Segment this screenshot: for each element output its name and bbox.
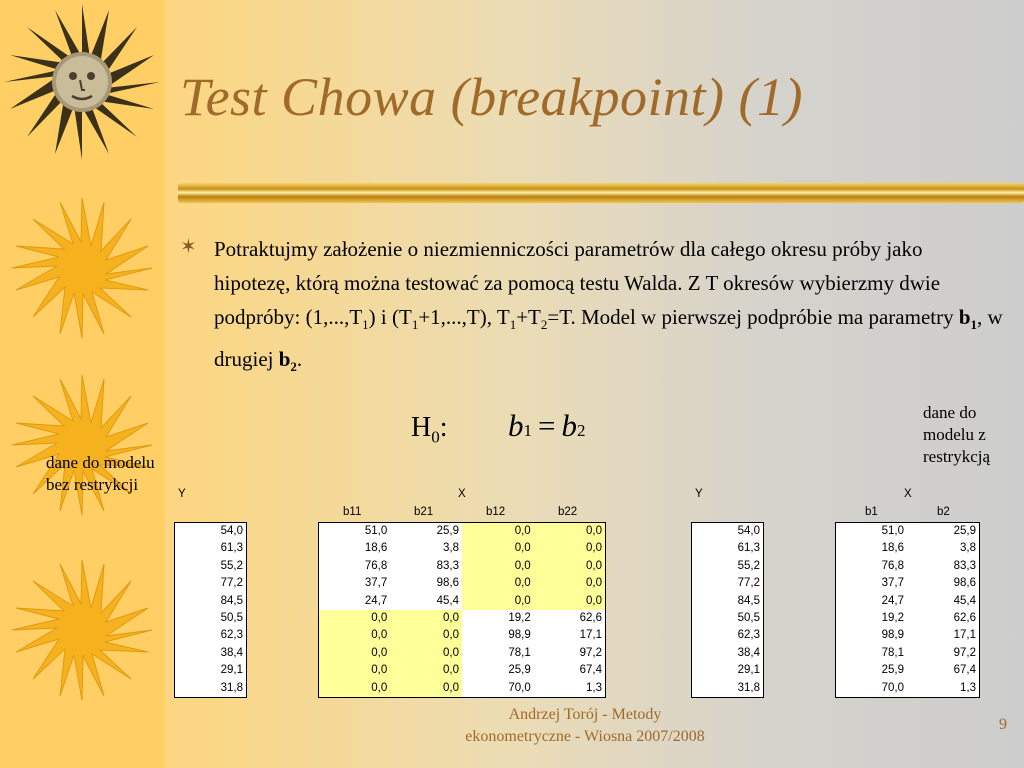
table-cell: 45,4 xyxy=(953,594,976,607)
table-row xyxy=(175,540,247,557)
table-cell: 62,3 xyxy=(220,629,243,642)
hypothesis-equation: b1 = b2 xyxy=(508,408,586,443)
table-row xyxy=(175,645,247,662)
table-cell: 0,0 xyxy=(462,592,534,609)
table-cell: 0,0 xyxy=(462,540,534,557)
table-cell: 54,0 xyxy=(737,525,760,537)
table-cell: 50,5 xyxy=(737,611,760,624)
unrestricted-y-header: Y xyxy=(178,488,186,500)
unrestricted-x-table xyxy=(318,522,606,698)
table-cell: 84,5 xyxy=(220,594,243,607)
table-cell: 1,3 xyxy=(960,681,976,694)
table-cell: 25,9 xyxy=(436,525,459,537)
table-cell: 18,6 xyxy=(364,542,388,555)
column-header-b1: b1 xyxy=(865,506,878,518)
table-row xyxy=(175,627,247,644)
note-unrestricted-model: dane do modelu bez restrykcji xyxy=(46,453,155,494)
table-cell: 67,4 xyxy=(953,664,976,677)
table-cell: 77,2 xyxy=(737,577,760,590)
table-cell: 31,8 xyxy=(220,681,243,694)
table-cell: 0,0 xyxy=(534,592,606,609)
table-row xyxy=(319,645,606,662)
bullet-star-icon: ✶ xyxy=(180,236,197,258)
table-cell: 76,8 xyxy=(364,559,388,572)
sun-icon xyxy=(12,560,152,700)
table-cell: 77,2 xyxy=(220,577,243,590)
table-row xyxy=(692,523,764,541)
table-cell: 25,9 xyxy=(881,664,904,677)
table-row xyxy=(692,610,764,627)
table-row xyxy=(836,540,980,557)
footer-line-2: ekonometryczne - Wiosna 2007/2008 xyxy=(465,728,705,745)
table-cell: 0,0 xyxy=(390,645,462,662)
sun-face-icon xyxy=(4,4,160,160)
table-cell: 70,0 xyxy=(508,681,531,694)
table-cell: 84,5 xyxy=(737,594,760,607)
note-restricted-model: dane do modelu z restrykcją xyxy=(923,403,991,466)
table-row xyxy=(836,575,980,592)
table-row xyxy=(692,540,764,557)
table-row xyxy=(319,662,606,679)
table-cell: 29,1 xyxy=(737,664,760,677)
table-cell: 0,0 xyxy=(390,610,462,627)
table-row xyxy=(692,575,764,592)
table-row xyxy=(836,592,980,609)
column-header-b2: b2 xyxy=(937,506,950,518)
table-cell: 0,0 xyxy=(534,575,606,592)
table-row xyxy=(836,557,980,574)
table-cell: 25,9 xyxy=(508,664,531,677)
table-cell: 55,2 xyxy=(737,559,760,572)
table-row xyxy=(692,557,764,574)
column-header-b21: b21 xyxy=(414,506,434,518)
table-row xyxy=(692,592,764,609)
table-cell: 18,6 xyxy=(881,542,904,555)
table-cell: 37,7 xyxy=(364,577,388,590)
title-underline-bar xyxy=(178,183,1024,203)
table-row xyxy=(175,610,247,627)
table-cell: 62,6 xyxy=(579,611,602,624)
table-cell: 98,9 xyxy=(881,629,904,642)
table-cell: 1,3 xyxy=(586,681,602,694)
sun-icon xyxy=(12,198,152,338)
table-row xyxy=(836,645,980,662)
footer-line-1: Andrzej Torój - Metody xyxy=(508,706,662,723)
table-row xyxy=(836,523,980,541)
table-row xyxy=(319,592,606,609)
table-cell: 19,2 xyxy=(881,611,904,624)
table-cell: 24,7 xyxy=(881,594,904,607)
table-cell: 0,0 xyxy=(462,557,534,574)
table-cell: 78,1 xyxy=(508,646,531,659)
table-row xyxy=(692,662,764,679)
table-cell: 17,1 xyxy=(579,629,602,642)
table-cell: 0,0 xyxy=(319,610,391,627)
table-cell: 24,7 xyxy=(364,594,388,607)
table-row xyxy=(175,680,247,698)
table-row xyxy=(175,523,247,541)
table-row xyxy=(175,592,247,609)
table-cell: 29,1 xyxy=(220,664,243,677)
table-cell: 0,0 xyxy=(390,627,462,644)
column-header-b11: b11 xyxy=(343,506,362,518)
table-row xyxy=(319,540,606,557)
column-header-b22: b22 xyxy=(558,506,578,518)
table-row xyxy=(319,610,606,627)
table-cell: 37,7 xyxy=(881,577,904,590)
table-cell: 3,8 xyxy=(442,542,459,555)
sun-icons xyxy=(0,0,165,768)
table-row xyxy=(836,627,980,644)
table-cell: 67,4 xyxy=(579,664,602,677)
table-cell: 31,8 xyxy=(737,681,760,694)
restricted-x-header: X xyxy=(904,488,912,500)
table-row xyxy=(319,627,606,644)
slide-title: Test Chowa (breakpoint) (1) xyxy=(180,67,803,127)
table-row xyxy=(836,680,980,698)
table-row xyxy=(319,680,606,698)
table-row xyxy=(319,523,606,541)
table-cell: 51,0 xyxy=(364,525,388,537)
table-cell: 19,2 xyxy=(508,611,531,624)
table-cell: 0,0 xyxy=(534,523,606,541)
table-row xyxy=(175,557,247,574)
table-row xyxy=(175,575,247,592)
restricted-y-header: Y xyxy=(695,488,703,500)
table-row xyxy=(692,645,764,662)
restricted-y-table xyxy=(691,522,764,698)
hypothesis-label: $H_0$: xyxy=(411,412,448,447)
table-cell: 0,0 xyxy=(319,680,391,698)
table-row xyxy=(319,575,606,592)
table-cell: 76,8 xyxy=(881,559,904,572)
restricted-x-table xyxy=(835,522,980,698)
table-cell: 78,1 xyxy=(881,646,904,659)
table-cell: 0,0 xyxy=(319,645,391,662)
table-cell: 0,0 xyxy=(319,662,391,679)
unrestricted-y-table xyxy=(174,522,247,698)
table-cell: 45,4 xyxy=(436,594,459,607)
table-cell: 54,0 xyxy=(220,525,243,537)
body-paragraph: Potraktujmy założenie o niezmienniczości parametrów dla całego okresu próby jako hipotezę, którą można testować za pomocą testu Walda. Z T okresów wybierzmy dwie podpróby: $(1,...,T_1)$ i $(T_1+1,...,T)$, $T_1+T_2=T$. Model w pierwszej podpróbie ma parametry $b_1$, w drugiej $b_2$. xyxy=(214,237,1003,375)
table-cell: 0,0 xyxy=(319,627,391,644)
table-cell: 55,2 xyxy=(220,559,243,572)
table-cell: 98,9 xyxy=(508,629,531,642)
table-cell: 61,3 xyxy=(737,542,760,555)
table-cell: 0,0 xyxy=(390,680,462,698)
column-header-b12: b12 xyxy=(486,506,506,518)
sun-decoration-strip xyxy=(0,0,165,768)
table-cell: 83,3 xyxy=(953,559,976,572)
table-cell: 62,6 xyxy=(953,611,976,624)
table-cell: 0,0 xyxy=(462,575,534,592)
table-cell: 0,0 xyxy=(534,540,606,557)
table-cell: 97,2 xyxy=(953,646,976,659)
table-cell: 83,3 xyxy=(436,559,459,572)
table-cell: 3,8 xyxy=(960,542,976,555)
footer-credit xyxy=(420,704,750,748)
table-cell: 97,2 xyxy=(579,646,602,659)
table-cell: 0,0 xyxy=(462,523,534,541)
table-cell: 62,3 xyxy=(737,629,760,642)
table-row xyxy=(175,662,247,679)
table-cell: 70,0 xyxy=(881,681,904,694)
table-row xyxy=(319,557,606,574)
table-row xyxy=(692,627,764,644)
table-row xyxy=(836,662,980,679)
table-row xyxy=(692,680,764,698)
table-cell: 98,6 xyxy=(953,577,976,590)
table-cell: 61,3 xyxy=(220,542,243,555)
table-cell: 50,5 xyxy=(220,611,243,624)
page-number: 9 xyxy=(999,716,1007,733)
table-cell: 25,9 xyxy=(953,525,976,537)
table-cell: 38,4 xyxy=(737,646,760,659)
table-cell: 98,6 xyxy=(436,577,459,590)
table-cell: 0,0 xyxy=(390,662,462,679)
table-cell: 51,0 xyxy=(881,525,904,537)
table-cell: 38,4 xyxy=(220,646,243,659)
table-cell: 17,1 xyxy=(953,629,976,642)
table-row xyxy=(836,610,980,627)
table-cell: 0,0 xyxy=(534,557,606,574)
unrestricted-x-header: X xyxy=(458,488,466,500)
